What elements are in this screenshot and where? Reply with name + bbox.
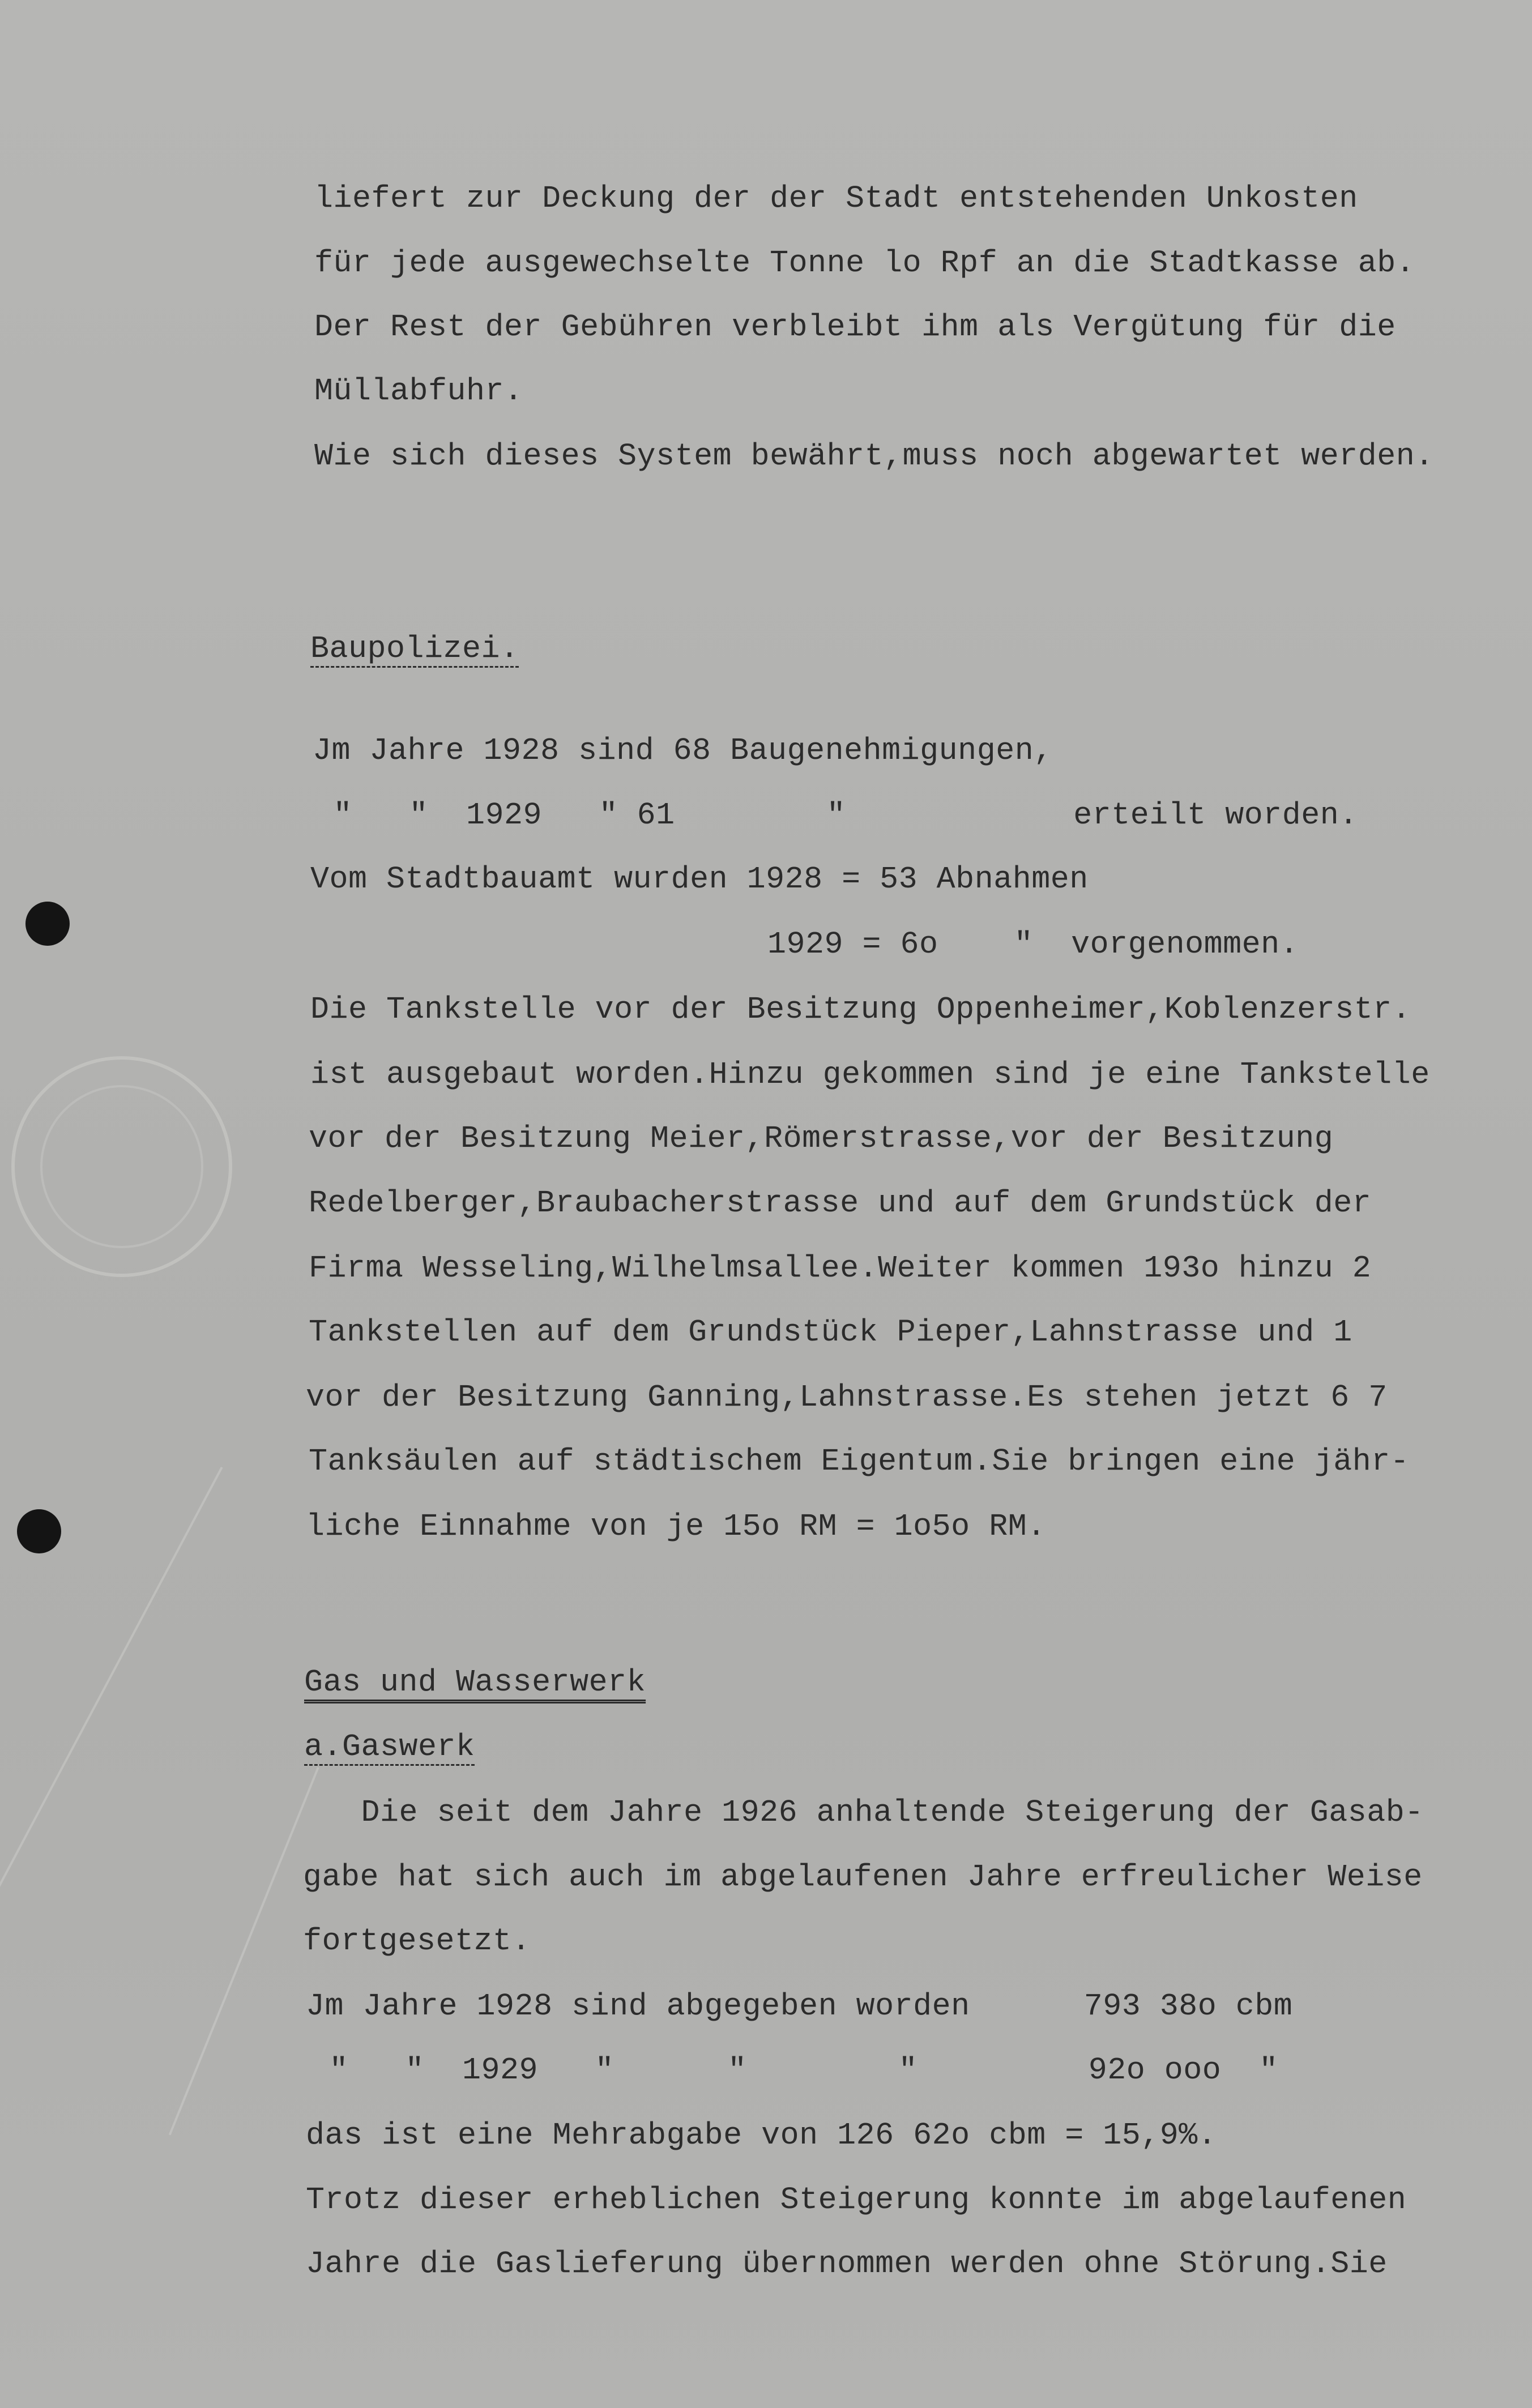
- text-line: Jm Jahre 1928 sind abgegeben worden 793 38o cbm: [306, 1988, 1293, 2024]
- text-line: Wie sich dieses System bewährt,muss noch abgewartet werden.: [314, 438, 1434, 474]
- text-line: Die seit dem Jahre 1926 anhaltende Steigerung der Gasab-: [304, 1795, 1424, 1830]
- text-line: Tankstellen auf dem Grundstück Pieper,Lahnstrasse und 1: [309, 1314, 1352, 1350]
- text-line: gabe hat sich auch im abgelaufenen Jahre erfreulicher Weise: [303, 1859, 1423, 1895]
- faded-stamp-inner-ring: [40, 1085, 203, 1248]
- text-line: Die Tankstelle vor der Besitzung Oppenheimer,Koblenzerstr.: [310, 992, 1411, 1027]
- section-heading-baupolizei: Baupolizei.: [310, 631, 519, 667]
- text-line: " " 1929 " 61 " erteilt worden.: [314, 797, 1358, 833]
- text-line: das ist eine Mehrabgabe von 126 62o cbm = 15,9%.: [306, 2117, 1217, 2153]
- text-line: Jahre die Gaslieferung übernommen werden ohne Störung.Sie: [306, 2246, 1388, 2282]
- faded-stamp: [11, 1056, 232, 1277]
- text-line: Trotz dieser erheblichen Steigerung konnte im abgelaufenen: [306, 2182, 1407, 2218]
- text-line: liche Einnahme von je 15o RM = 1o5o RM.: [306, 1509, 1046, 1544]
- text-line: für jede ausgewechselte Tonne lo Rpf an die Stadtkasse ab.: [314, 245, 1415, 281]
- text-line: vor der Besitzung Meier,Römerstrasse,vor der Besitzung: [309, 1121, 1334, 1156]
- punch-hole-bottom: [17, 1509, 61, 1553]
- text-line: ist ausgebaut worden.Hinzu gekommen sind je eine Tankstelle: [310, 1057, 1430, 1092]
- text-line: liefert zur Deckung der der Stadt entstehenden Unkosten: [314, 181, 1358, 216]
- text-line: Redelberger,Braubacherstrasse und auf dem Grundstück der: [309, 1185, 1372, 1221]
- text-line: Firma Wesseling,Wilhelmsallee.Weiter kommen 193o hinzu 2: [309, 1250, 1372, 1286]
- paper-crease: [169, 1767, 319, 2136]
- punch-hole-top: [25, 902, 70, 946]
- text-line: vor der Besitzung Ganning,Lahnstrasse.Es stehen jetzt 6 7: [306, 1380, 1388, 1415]
- text-line: Vom Stadtbauamt wurden 1928 = 53 Abnahmen: [310, 861, 1089, 897]
- text-line: Der Rest der Gebühren verbleibt ihm als Vergütung für die: [314, 309, 1396, 345]
- text-line: fortgesetzt.: [303, 1923, 531, 1959]
- text-line: " " 1929 " " " 92o ooo ": [310, 2052, 1278, 2088]
- section-heading-gas-und-wasserwerk: Gas und Wasserwerk: [304, 1664, 646, 1700]
- text-line: Müllabfuhr.: [314, 373, 523, 409]
- subsection-heading-gaswerk: a.Gaswerk: [304, 1729, 475, 1765]
- text-line: Jm Jahre 1928 sind 68 Baugenehmigungen,: [313, 733, 1053, 768]
- text-line: 1929 = 6o " vorgenommen.: [767, 927, 1299, 962]
- text-line: Tanksäulen auf städtischem Eigentum.Sie bringen eine jähr-: [309, 1444, 1410, 1479]
